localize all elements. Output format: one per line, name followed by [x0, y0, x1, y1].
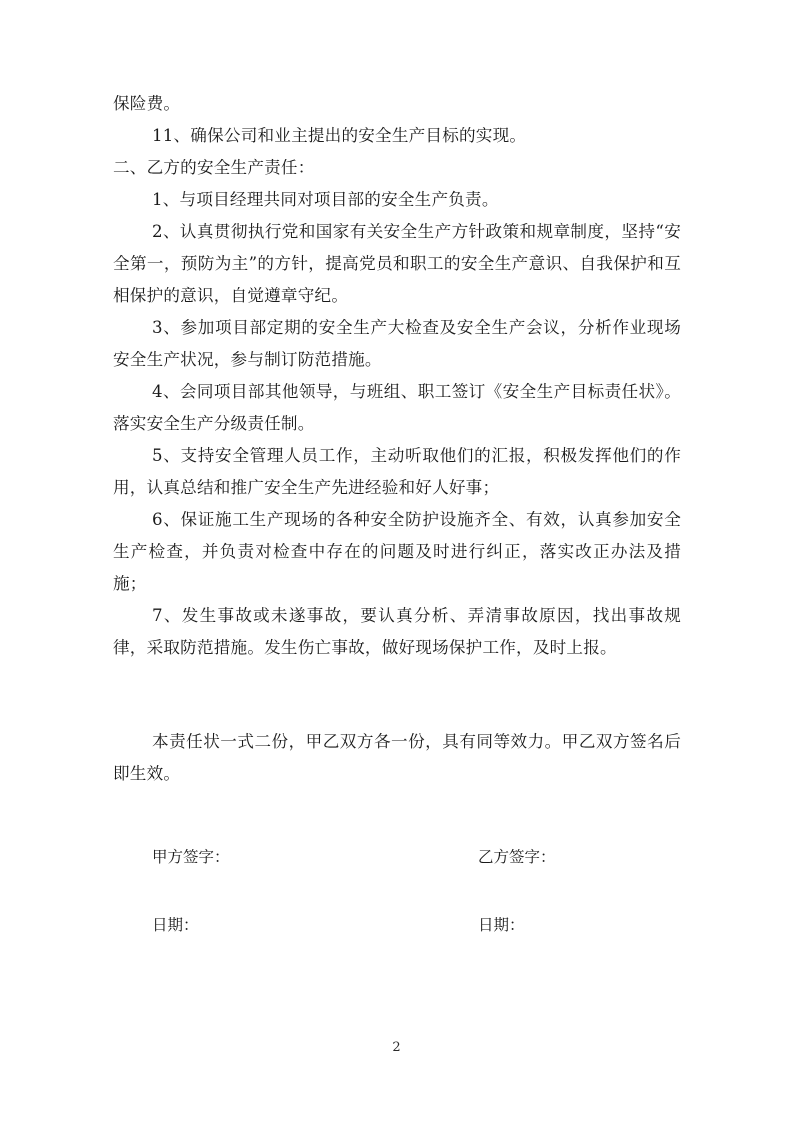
page-number: 2: [392, 1040, 401, 1055]
paragraph-item-5: 5、支持安全管理人员工作，主动听取他们的汇报，积极发挥他们的作用，认真总结和推广安全生产先进经验和好人好事；: [113, 446, 681, 497]
section-heading-part-two: 二、乙方的安全生产责任：: [113, 158, 315, 177]
paragraph-item-2: 2、认真贯彻执行党和国家有关安全生产方针政策和规章制度，坚持“安全第一，预防为主”的方针，提高党员和职工的安全生产意识、自我保护和互相保护的意识，自觉遵章守纪。: [113, 222, 681, 305]
paragraph-spacer: [113, 664, 681, 726]
paragraph-carryover-line: 保险费。: [113, 94, 181, 113]
paragraph-closing-statement: 本责任状一式二份，甲乙双方各一份，具有同等效力。甲乙双方签名后即生效。: [113, 732, 681, 783]
paragraph-item-4: 4、会同项目部其他领导，与班组、职工签订《安全生产目标责任状》。落实安全生产分级责任制。: [113, 382, 681, 433]
paragraph-item-6: 6、保证施工生产现场的各种安全防护设施齐全、有效，认真参加安全生产检查，并负责对检查中存在的问题及时进行纠正，落实改正办法及措施；: [113, 510, 681, 593]
party-a-signature-label: 甲方签字：: [152, 848, 230, 866]
party-b-signature-label: 乙方签字：: [478, 848, 556, 866]
signature-date-row: [0, 913, 793, 939]
paragraph-item-3: 3、参加项目部定期的安全生产大检查及安全生产会议，分析作业现场安全生产状况，参与制订防范措施。: [113, 318, 681, 369]
party-b-date-label: 日期：: [478, 916, 525, 934]
paragraph-item-1: 1、与项目经理共同对项目部的安全生产负责。: [152, 190, 499, 209]
signature-block: [0, 845, 793, 965]
paragraph-item-7: 7、发生事故或未遂事故，要认真分析、弄清事故原因，找出事故规律，采取防范措施。发生伤亡事故，做好现场保护工作，及时上报。: [113, 606, 681, 657]
document-body: [113, 88, 681, 790]
paragraph-item-11: 11、确保公司和业主提出的安全生产目标的实现。: [152, 126, 527, 145]
party-a-date-label: 日期：: [152, 916, 199, 934]
signature-name-row: [0, 845, 793, 871]
